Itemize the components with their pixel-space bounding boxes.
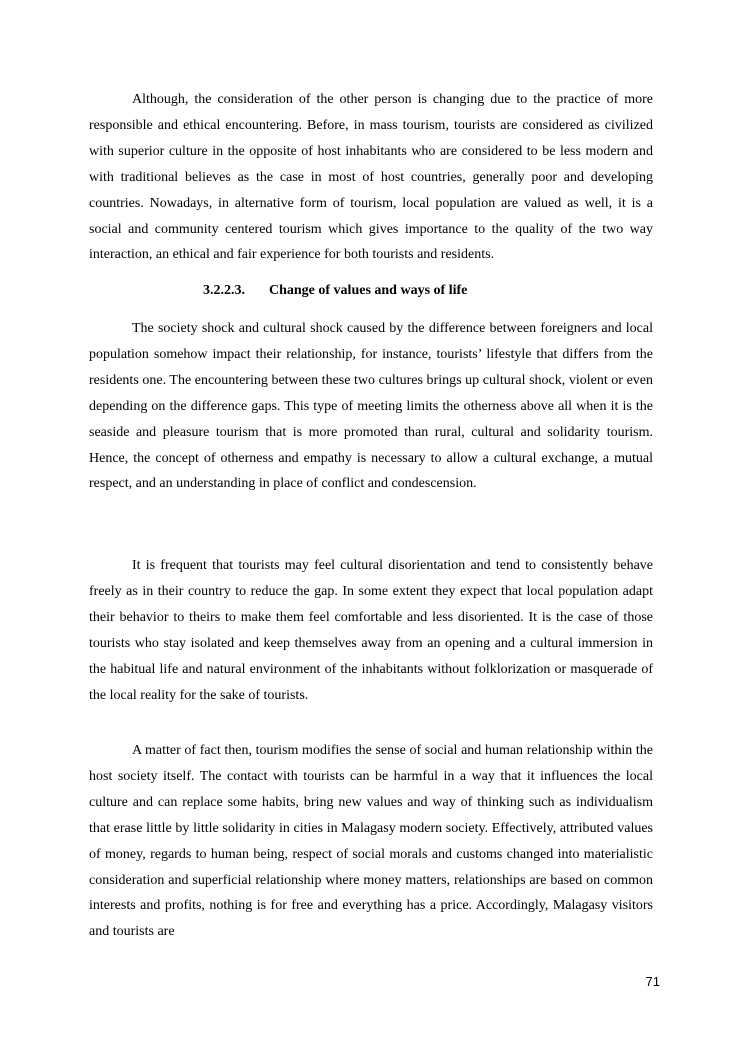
paragraph-1: Although, the consideration of the other person is changing due to the practice of more responsible and ethical encountering. Before, in mass tourism, tourists are considered as civilized with superior culture in the opposite of host inhabitants who are considered to be less modern and with traditional believes as the case in most of host countries, generally poor and developing countries. Nowadays, in alternative form of tourism, local population are valued as well, it is a social and community centered tourism which gives importance to the quality of the two way interaction, an ethical and fair experience for both tourists and residents. (89, 92, 653, 263)
page-number: 71 (645, 974, 660, 989)
paragraph-2: The society shock and cultural shock caused by the difference between foreigners and local population somehow impact their relationship, for instance, tourists’ lifestyle that differs from the residents one. The encountering between these two cultures brings up cultural shock, violent or even depending on the difference gaps. This type of meeting limits the otherness above all when it is the seaside and pleasure tourism that is more promoted than rural, cultural and solidarity tourism. Hence, the concept of otherness and empathy is necessary to allow a cultural exchange, a mutual respect, and an understanding in place of conflict and condescension. (89, 321, 653, 492)
paragraph-4: A matter of fact then, tourism modifies the sense of social and human relationship within the host society itself. The contact with tourists can be harmful in a way that it influences the local culture and can replace some habits, bring new values and way of thinking such as individualism that erase little by little solidarity in cities in Malagasy modern society. Effectively, attributed values of money, regards to human being, respect of social morals and customs changed into materialistic consideration and superficial relationship where money matters, relationships are based on common interests and profits, nothing is for free and everything has a price. Accordingly, Malagasy visitors and tourists are (89, 743, 653, 940)
section-number: 3.2.2.3. (203, 283, 245, 298)
paragraph-3: It is frequent that tourists may feel cultural disorientation and tend to consistently behave freely as in their country to reduce the gap. In some extent they expect that local population adapt their behavior to theirs to make them feel comfortable and less disoriented. It is the case of those tourists who stay isolated and keep themselves away from an opening and a cultural immersion in the habitual life and natural environment of the inhabitants without folklorization or masquerade of the local reality for the sake of tourists. (89, 558, 653, 703)
section-title: Change of values and ways of life (269, 283, 468, 298)
section-heading (203, 281, 467, 301)
